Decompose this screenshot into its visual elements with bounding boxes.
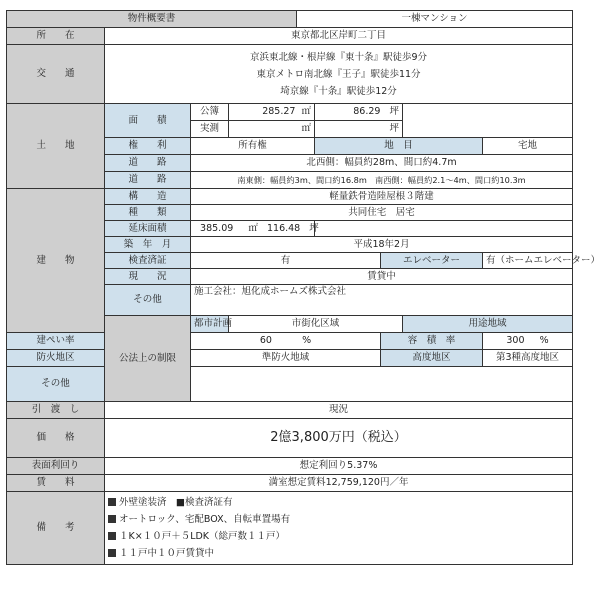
height-label: 高度地区 (381, 350, 483, 367)
transport-label: 交 通 (7, 45, 105, 104)
road-north-west: 北西側：幅員約28m、間口約4.7m (191, 155, 573, 172)
percent-sign: % (539, 335, 549, 346)
remarks-line (108, 528, 569, 545)
regulation-label: 公法上の制限 (105, 316, 191, 402)
remarks-label: 備 考 (7, 492, 105, 565)
structure-label: 構 造 (105, 189, 191, 205)
road-label: 道 路 (105, 172, 191, 189)
sheet-title: 物件概要書 (7, 11, 297, 28)
unit-m2: ㎡ (301, 123, 312, 134)
remarks-line (108, 494, 569, 511)
transport-line: 埼京線『十条』駅徒歩12分 (280, 85, 397, 97)
elevator-label: エレベーター (381, 253, 483, 269)
remarks-lines (105, 492, 573, 565)
remarks-text: オートロック、宅配BOX、自転車置場有 (119, 514, 291, 525)
building-other-value: 施工会社：旭化成ホームズ株式会社 (191, 285, 573, 316)
koubo-area (229, 104, 315, 121)
transport-lines (105, 45, 573, 104)
building-label: 建 物 (7, 189, 105, 333)
road-label: 道 路 (105, 155, 191, 172)
remarks-line (108, 545, 569, 562)
type-label: 種 類 (105, 205, 191, 221)
location-value: 東京都北区岸町二丁目 (105, 28, 573, 45)
remarks-text: １１戸中１０戸賃貸中 (119, 548, 215, 559)
unit-m2: ㎡ (248, 222, 258, 234)
city-plan-value: 市街化区域 (229, 316, 403, 333)
fire-value: 準防火地域 (191, 350, 381, 367)
rights-value: 所有権 (191, 138, 315, 155)
transport-line: 東京メトロ南北線『王子』駅徒歩11分 (256, 68, 421, 80)
rights-label: 権 利 (105, 138, 191, 155)
jissoku-label: 実測 (191, 121, 229, 138)
inspection-label: 検査済証 (105, 253, 191, 269)
built-value: 平成18年2月 (191, 237, 573, 253)
koubo-m2: 285.27 (262, 106, 296, 117)
transport-line: 京浜東北線・根岸線『東十条』駅徒歩9分 (250, 51, 428, 63)
type-value: 共同住宅 居宅 (191, 205, 573, 221)
floor-area-label: 延床面積 (105, 221, 191, 237)
far-value: 300 (506, 335, 525, 346)
square-bullet-icon (108, 549, 116, 557)
far-label: 容 積 率 (381, 333, 483, 350)
fire-label: 防火地区 (7, 350, 105, 367)
category-label: 地 目 (315, 138, 483, 155)
square-bullet-icon (108, 515, 116, 523)
square-bullet-icon (108, 532, 116, 540)
property-summary-table (6, 10, 600, 565)
floor-m2: 385.09 (200, 222, 234, 234)
price-value: 2億3,800万円（税込） (105, 419, 573, 458)
location-label: 所 在 (7, 28, 105, 45)
status-label: 現 況 (105, 269, 191, 285)
yield-value: 想定利回り5.37% (105, 458, 573, 475)
remarks-line (108, 511, 569, 528)
building-other-label: その他 (105, 285, 191, 316)
bcr-label: 建ぺい率 (7, 333, 105, 350)
yield-label: 表面利回り (7, 458, 105, 475)
unit-tsubo: 坪 (309, 222, 319, 234)
delivery-value: 現況 (105, 402, 573, 419)
far-cell (483, 333, 573, 350)
floor-tsubo: 116.48 (266, 222, 301, 234)
land-label: 土 地 (7, 104, 105, 189)
koubo-tsubo-cell (315, 104, 403, 121)
category-value: 宅地 (483, 138, 573, 155)
city-plan-label: 都市計画 (191, 316, 229, 333)
price-label: 価 格 (7, 419, 105, 458)
remarks-text: １K×１０戸＋５LDK（総戸数１１戸） (119, 531, 286, 542)
rent-value: 満室想定賃料12,759,120円／年 (105, 475, 573, 492)
unit-tsubo: 坪 (389, 123, 400, 134)
koubo-label: 公簿 (191, 104, 229, 121)
elevator-value: 有（ホームエレベーター） (483, 253, 573, 269)
road-south: 南東側：幅員約3m、間口約16.8m 南西側：幅員約2.1～4m、間口約10.3m (191, 172, 573, 189)
percent-sign: % (302, 335, 312, 346)
floor-area-cell (191, 221, 319, 237)
inspection-value: 有 (191, 253, 381, 269)
zoning-label: 用途地域 (403, 316, 573, 333)
unit-m2: ㎡ (301, 106, 312, 117)
land-area-label: 面 積 (105, 104, 191, 138)
bcr-cell (191, 333, 381, 350)
remarks-text: 外壁塗装済 ■検査済証有 (119, 497, 233, 508)
structure-value: 軽量鉄骨造陸屋根３階建 (191, 189, 573, 205)
square-bullet-icon (108, 498, 116, 506)
status-value: 賃貸中 (191, 269, 573, 285)
regulation-other-label: その他 (7, 367, 105, 402)
built-label: 築 年 月 (105, 237, 191, 253)
jissoku-m2-cell (229, 121, 315, 138)
bcr-value: 60 (259, 335, 272, 346)
height-value: 第3種高度地区 (483, 350, 573, 367)
koubo-tsubo: 86.29 (353, 106, 381, 117)
unit-tsubo: 坪 (389, 106, 400, 117)
rent-label: 賃 料 (7, 475, 105, 492)
jissoku-tsubo-cell (315, 121, 403, 138)
property-type: 一棟マンション (297, 11, 573, 28)
delivery-label: 引 渡 し (7, 402, 105, 419)
